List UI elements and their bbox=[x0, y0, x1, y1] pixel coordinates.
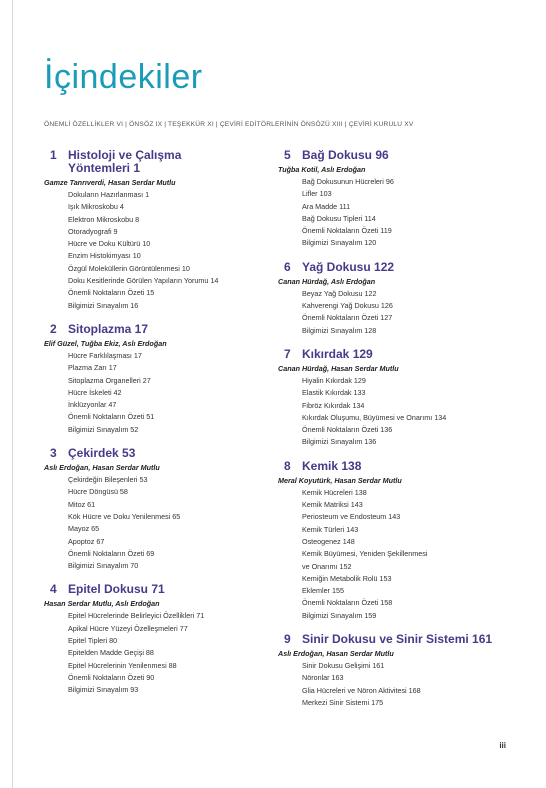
chapter-number: 5 bbox=[284, 148, 291, 162]
section-list bbox=[278, 288, 503, 337]
section-entry[interactable]: Apikal Hücre Yüzeyi Özelleşmeleri 77 bbox=[68, 623, 188, 633]
section-entry[interactable]: Mayoz 65 bbox=[68, 524, 100, 534]
section-entry[interactable]: İnklüzyonlar 47 bbox=[68, 400, 117, 410]
chapter-authors: Gamze Tanrıverdi, Hasan Serdar Mutlu bbox=[44, 178, 176, 187]
section-entry[interactable]: Osteogenez 148 bbox=[302, 536, 355, 546]
section-entry[interactable]: Özgül Moleküllerin Görüntülenmesi 10 bbox=[68, 263, 190, 273]
section-entry[interactable]: Kıkırdak Oluşumu, Büyümesi ve Onarımı 134 bbox=[302, 412, 447, 422]
section-entry[interactable]: Kemiğin Metabolik Rolü 153 bbox=[302, 573, 392, 583]
chapter-title: Kıkırdak 129 bbox=[302, 346, 373, 361]
chapter-heading[interactable] bbox=[44, 323, 269, 336]
toc-column-left bbox=[44, 149, 269, 708]
section-list bbox=[278, 375, 503, 449]
section-entry[interactable]: Hücre İskeleti 42 bbox=[68, 387, 122, 397]
chapter-title: Epitel Dokusu 71 bbox=[68, 582, 165, 597]
section-entry[interactable]: Epitel Hücrelerinde Belirleyici Özellikleri 71 bbox=[68, 611, 205, 621]
chapter-title: Bağ Dokusu 96 bbox=[302, 148, 389, 162]
chapter-title: Sitoplazma 17 bbox=[68, 321, 149, 336]
chapter-number: 2 bbox=[50, 321, 57, 336]
chapter-number: 7 bbox=[284, 346, 291, 361]
front-matter-line: ÖNEMLİ ÖZELLİKLER VI | ÖNSÖZ IX | TEŞEKKÜR XI | ÇEVİRİ EDİTÖRLERİNİN ÖNSÖZÜ XIII | ÇEVİRİ KURULU XV bbox=[44, 121, 414, 128]
section-list bbox=[44, 189, 269, 312]
section-entry[interactable]: Hücre ve Doku Kültürü 10 bbox=[68, 239, 151, 249]
chapter-title: Kemik 138 bbox=[302, 458, 362, 473]
section-entry[interactable]: Önemli Noktaların Özeti 119 bbox=[302, 226, 392, 236]
chapter-number: 8 bbox=[284, 458, 291, 473]
section-entry[interactable]: Bilgimizi Sınayalım 128 bbox=[302, 325, 377, 335]
section-list bbox=[44, 610, 269, 696]
chapter-heading[interactable] bbox=[44, 447, 269, 460]
section-entry[interactable]: Otoradyografi 9 bbox=[68, 226, 118, 236]
section-entry[interactable]: Apoptoz 67 bbox=[68, 536, 105, 546]
page-number: iii bbox=[499, 741, 506, 750]
chapter-authors: Aslı Erdoğan, Hasan Serdar Mutlu bbox=[278, 649, 394, 659]
chapter-entry bbox=[278, 460, 503, 622]
section-entry[interactable]: Dokuların Hazırlanması 1 bbox=[68, 190, 150, 199]
section-entry[interactable]: Fibröz Kıkırdak 134 bbox=[302, 400, 365, 410]
section-entry[interactable]: Bilgimizi Sınayalım 70 bbox=[68, 561, 139, 571]
section-entry[interactable]: Kök Hücre ve Doku Yenilenmesi 65 bbox=[68, 511, 181, 521]
section-entry[interactable]: Bağ Dokusu Tipleri 114 bbox=[302, 213, 376, 223]
chapter-number: 1 bbox=[50, 148, 57, 162]
section-entry[interactable]: Bilgimizi Sınayalım 16 bbox=[68, 300, 139, 310]
section-list bbox=[278, 487, 503, 622]
section-entry[interactable]: Bilgimizi Sınayalım 136 bbox=[302, 437, 377, 447]
chapter-title: Sinir Dokusu ve Sinir Sistemi 161 bbox=[302, 632, 493, 647]
chapter-entry bbox=[278, 348, 503, 449]
chapter-authors: Meral Koyutürk, Hasan Serdar Mutlu bbox=[278, 475, 402, 485]
section-entry[interactable]: Elastik Kıkırdak 133 bbox=[302, 388, 366, 398]
section-entry[interactable]: Doku Kesitlerinde Görülen Yapıların Yorumu 14 bbox=[68, 276, 219, 286]
section-entry[interactable]: Hücre Farklılaşması 17 bbox=[68, 350, 142, 360]
page-edge bbox=[12, 0, 13, 788]
section-list bbox=[44, 350, 269, 436]
section-entry[interactable]: Elektron Mikroskobu 8 bbox=[68, 214, 140, 224]
chapter-authors: Aslı Erdoğan, Hasan Serdar Mutlu bbox=[44, 463, 160, 473]
section-entry[interactable]: Lifler 103 bbox=[302, 189, 332, 199]
chapter-authors: Canan Hürdağ, Aslı Erdoğan bbox=[278, 276, 376, 286]
chapter-heading[interactable] bbox=[278, 460, 503, 473]
chapter-heading[interactable] bbox=[44, 583, 269, 596]
section-list bbox=[44, 474, 269, 572]
section-entry[interactable]: Önemli Noktaların Özeti 51 bbox=[68, 412, 155, 422]
section-entry[interactable]: Merkezi Sinir Sistemi 175 bbox=[302, 697, 384, 707]
chapter-entry bbox=[44, 323, 269, 436]
chapter-heading[interactable] bbox=[278, 633, 503, 646]
chapter-title: Yağ Dokusu 122 bbox=[302, 259, 395, 274]
page-title: İçindekiler bbox=[44, 58, 203, 96]
section-entry[interactable]: Nöronlar 163 bbox=[302, 673, 344, 683]
chapter-title: Histoloji ve Çalışma Yöntemleri 1 bbox=[68, 148, 182, 175]
section-entry[interactable]: Bilgimizi Sınayalım 159 bbox=[302, 610, 377, 620]
section-list bbox=[278, 660, 503, 709]
section-entry[interactable]: Epitelden Madde Geçişi 88 bbox=[68, 648, 154, 658]
chapter-authors: Canan Hürdağ, Hasan Serdar Mutlu bbox=[278, 363, 399, 373]
section-entry[interactable]: Enzim Histokimyası 10 bbox=[68, 251, 141, 261]
section-entry[interactable]: Önemli Noktaların Özeti 15 bbox=[68, 288, 155, 298]
chapter-authors: Elif Güzel, Tuğba Ekiz, Aslı Erdoğan bbox=[44, 338, 167, 348]
section-entry[interactable]: Kemik Türleri 143 bbox=[302, 524, 359, 534]
chapter-entry bbox=[278, 149, 503, 250]
section-entry[interactable]: Önemli Noktaların Özeti 90 bbox=[68, 672, 155, 682]
section-entry[interactable]: Bilgimizi Sınayalım 120 bbox=[302, 238, 377, 248]
chapter-number: 6 bbox=[284, 259, 291, 274]
section-entry[interactable]: Periosteum ve Endosteum 143 bbox=[302, 512, 401, 522]
chapter-number: 3 bbox=[50, 446, 57, 461]
section-entry[interactable]: Işık Mikroskobu 4 bbox=[68, 202, 124, 212]
chapter-heading[interactable] bbox=[278, 261, 503, 274]
section-entry[interactable]: Önemli Noktaların Özeti 158 bbox=[302, 598, 393, 608]
section-entry[interactable]: Sitoplazma Organelleri 27 bbox=[68, 375, 151, 385]
section-entry[interactable]: Epitel Hücrelerinin Yenilenmesi 88 bbox=[68, 660, 177, 670]
section-entry[interactable]: Beyaz Yağ Dokusu 122 bbox=[302, 288, 377, 298]
section-list bbox=[278, 176, 503, 250]
section-entry[interactable]: Önemli Noktaların Özeti 69 bbox=[68, 548, 155, 558]
chapter-authors: Tuğba Kotil, Aslı Erdoğan bbox=[278, 165, 366, 174]
chapter-heading[interactable] bbox=[278, 348, 503, 361]
section-entry[interactable]: Kemik Hücreleri 138 bbox=[302, 487, 367, 497]
chapter-number: 4 bbox=[50, 582, 57, 597]
section-entry[interactable]: Ara Madde 111 bbox=[302, 201, 351, 211]
section-entry[interactable]: Mitoz 61 bbox=[68, 499, 96, 509]
chapter-number: 9 bbox=[284, 632, 291, 647]
section-entry[interactable]: Bağ Dokusunun Hücreleri 96 bbox=[302, 177, 394, 186]
section-entry[interactable]: Epitel Tipleri 80 bbox=[68, 636, 118, 646]
section-entry[interactable]: Sinir Dokusu Gelişimi 161 bbox=[302, 661, 385, 671]
section-entry[interactable]: Önemli Noktaların Özeti 136 bbox=[302, 425, 393, 435]
section-entry[interactable]: Plazma Zarı 17 bbox=[68, 363, 117, 373]
toc-column-right bbox=[278, 149, 503, 720]
section-entry[interactable]: Hücre Döngüsü 58 bbox=[68, 487, 128, 497]
section-entry[interactable]: Kemik Matriksi 143 bbox=[302, 500, 363, 510]
section-entry[interactable]: Bilgimizi Sınayalım 52 bbox=[68, 424, 139, 434]
chapter-entry bbox=[278, 633, 503, 709]
chapter-heading[interactable] bbox=[44, 149, 269, 175]
chapter-entry bbox=[44, 583, 269, 696]
section-entry[interactable]: Eklemler 155 bbox=[302, 586, 344, 596]
chapter-authors: Hasan Serdar Mutlu, Aslı Erdoğan bbox=[44, 599, 160, 609]
section-entry[interactable]: Kahverengi Yağ Dokusu 126 bbox=[302, 301, 393, 311]
section-entry[interactable]: Önemli Noktaların Özeti 127 bbox=[302, 313, 393, 323]
section-entry[interactable]: Hiyalin Kıkırdak 129 bbox=[302, 375, 366, 385]
chapter-title: Çekirdek 53 bbox=[68, 446, 136, 461]
chapter-heading[interactable] bbox=[278, 149, 503, 162]
section-entry[interactable]: Çekirdeğin Bileşenleri 53 bbox=[68, 475, 148, 485]
section-entry[interactable]: Kemik Büyümesi, Yeniden Şekillenmesi ve Onarımı 152 bbox=[302, 549, 428, 571]
chapter-entry bbox=[278, 261, 503, 337]
section-entry[interactable]: Glia Hücreleri ve Nöron Aktivitesi 168 bbox=[302, 685, 421, 695]
chapter-entry bbox=[44, 149, 269, 312]
section-entry[interactable]: Bilgimizi Sınayalım 93 bbox=[68, 685, 139, 695]
chapter-entry bbox=[44, 447, 269, 572]
